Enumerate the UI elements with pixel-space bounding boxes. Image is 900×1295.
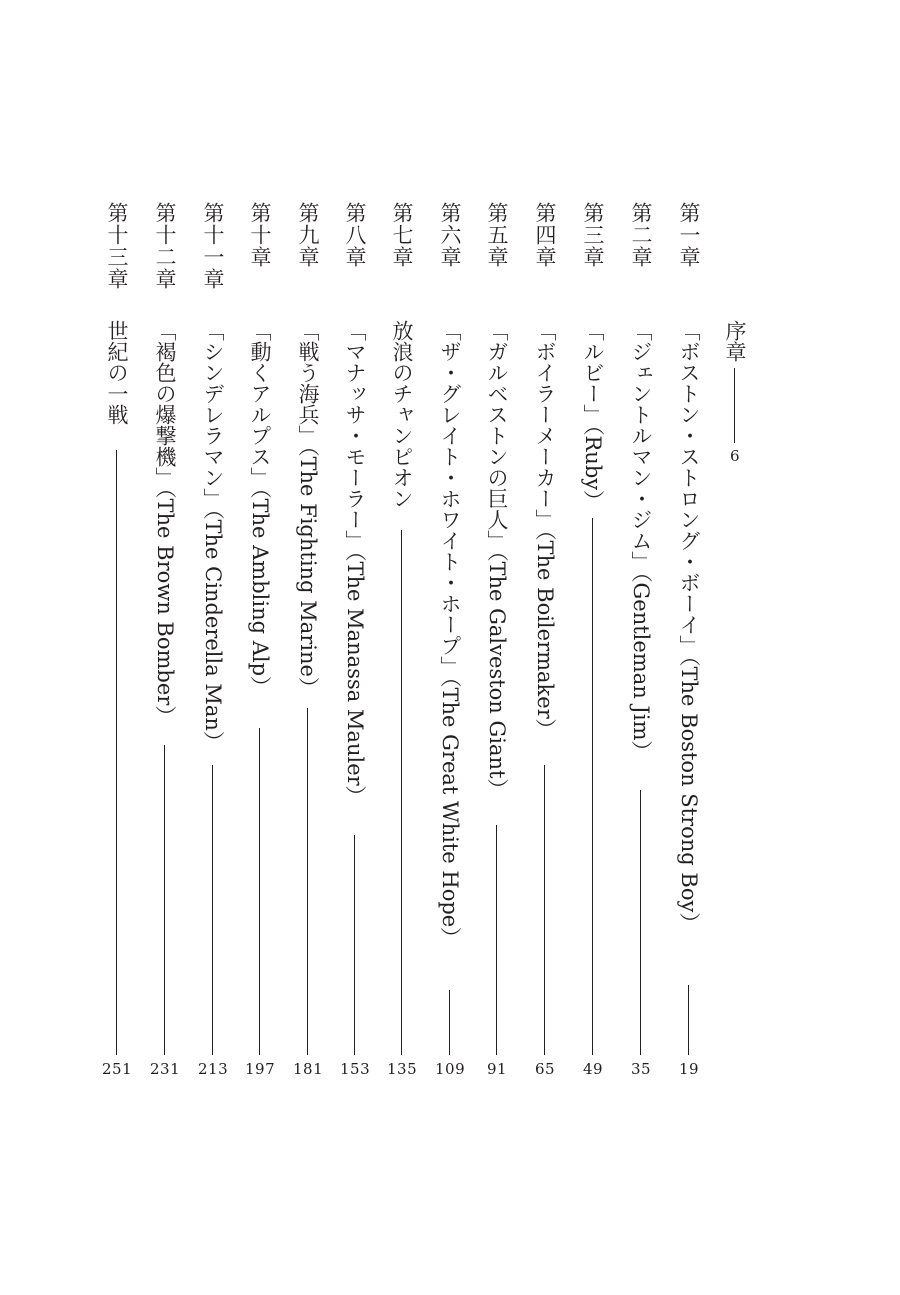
leader-line [496, 825, 497, 1055]
chapter-label: 第八章 [343, 202, 367, 268]
leader-line [354, 835, 355, 1055]
leader-line [640, 790, 641, 1055]
toc-entry-prologue[interactable] [720, 0, 750, 1295]
chapter-label: 第十一章 [201, 202, 225, 290]
page-number: 65 [534, 1060, 556, 1078]
page-number: 251 [102, 1060, 133, 1078]
page-number: 49 [582, 1060, 604, 1078]
chapter-title: 「ボイラーメーカー」（The Boilermaker） [533, 320, 557, 740]
chapter-label: 第三章 [581, 202, 605, 268]
page-number: 6 [729, 447, 741, 465]
toc-entry-chapter-4[interactable] [530, 0, 560, 1295]
chapter-title: 「ルビー」（Ruby） [581, 320, 605, 512]
page-number: 213 [198, 1060, 229, 1078]
leader-line [259, 728, 260, 1055]
chapter-label: 第六章 [438, 202, 462, 268]
leader-line [734, 368, 735, 443]
chapter-label: 第一章 [677, 202, 701, 268]
leader-line [212, 765, 213, 1055]
toc-entry-chapter-5[interactable] [482, 0, 512, 1295]
leader-line [592, 518, 593, 1055]
leader-line [688, 985, 689, 1055]
toc-entry-chapter-11[interactable] [198, 0, 228, 1295]
toc-entry-chapter-9[interactable] [293, 0, 323, 1295]
leader-line [449, 990, 450, 1055]
toc-entry-chapter-8[interactable] [340, 0, 370, 1295]
leader-line [116, 450, 117, 1055]
chapter-title: 「ガルベストンの巨人」（The Galveston Giant） [485, 320, 509, 800]
leader-line [164, 745, 165, 1055]
chapter-title: 「褐色の爆撃機」（The Brown Bomber） [153, 320, 177, 727]
page-number: 109 [435, 1060, 466, 1078]
chapter-title: 世紀の一戦 [105, 320, 129, 425]
chapter-label: 第二章 [629, 202, 653, 268]
page-number: 91 [486, 1060, 508, 1078]
toc-entry-chapter-3[interactable] [578, 0, 608, 1295]
toc-entry-chapter-7[interactable] [387, 0, 417, 1295]
page-number: 197 [245, 1060, 276, 1078]
chapter-label: 第五章 [485, 202, 509, 268]
toc-entry-chapter-13[interactable] [102, 0, 132, 1295]
page-number: 153 [340, 1060, 371, 1078]
chapter-title: 「戦う海兵」（The Fighting Marine） [296, 320, 320, 698]
chapter-title: 放浪のチャンピオン [390, 320, 414, 509]
chapter-label: 第十三章 [105, 202, 129, 290]
prologue-title: 序章 [723, 320, 747, 362]
chapter-label: 第十二章 [153, 202, 177, 290]
chapter-title: 「マナッサ・モーラー」（The Manassa Mauler） [343, 320, 367, 807]
chapter-label: 第十章 [248, 202, 272, 268]
chapter-label: 第九章 [296, 202, 320, 268]
chapter-label: 第七章 [390, 202, 414, 268]
chapter-title: 「シンデレラマン」（The Cinderella Man） [201, 320, 225, 752]
page-number: 181 [293, 1060, 324, 1078]
chapter-label: 第四章 [533, 202, 557, 268]
leader-line [544, 765, 545, 1055]
toc-entry-chapter-2[interactable] [626, 0, 656, 1295]
leader-line [307, 708, 308, 1055]
chapter-title: 「ザ・グレイト・ホワイト・ホープ」（The Great White Hope） [438, 320, 462, 949]
page-number: 19 [678, 1060, 700, 1078]
leader-line [401, 530, 402, 1055]
chapter-title: 「動くアルプス」（The Ambling Alp） [248, 320, 272, 698]
page-number: 35 [630, 1060, 652, 1078]
page-number: 135 [387, 1060, 418, 1078]
chapter-title: 「ジェントルマン・ジム」（Gentleman Jim） [629, 320, 653, 762]
toc-entry-chapter-1[interactable] [674, 0, 704, 1295]
page-number: 231 [150, 1060, 181, 1078]
chapter-title: 「ボストン・ストロング・ボーイ」（The Boston Strong Boy） [677, 320, 701, 934]
toc-entry-chapter-12[interactable] [150, 0, 180, 1295]
toc-entry-chapter-6[interactable] [435, 0, 465, 1295]
toc-entry-chapter-10[interactable] [245, 0, 275, 1295]
